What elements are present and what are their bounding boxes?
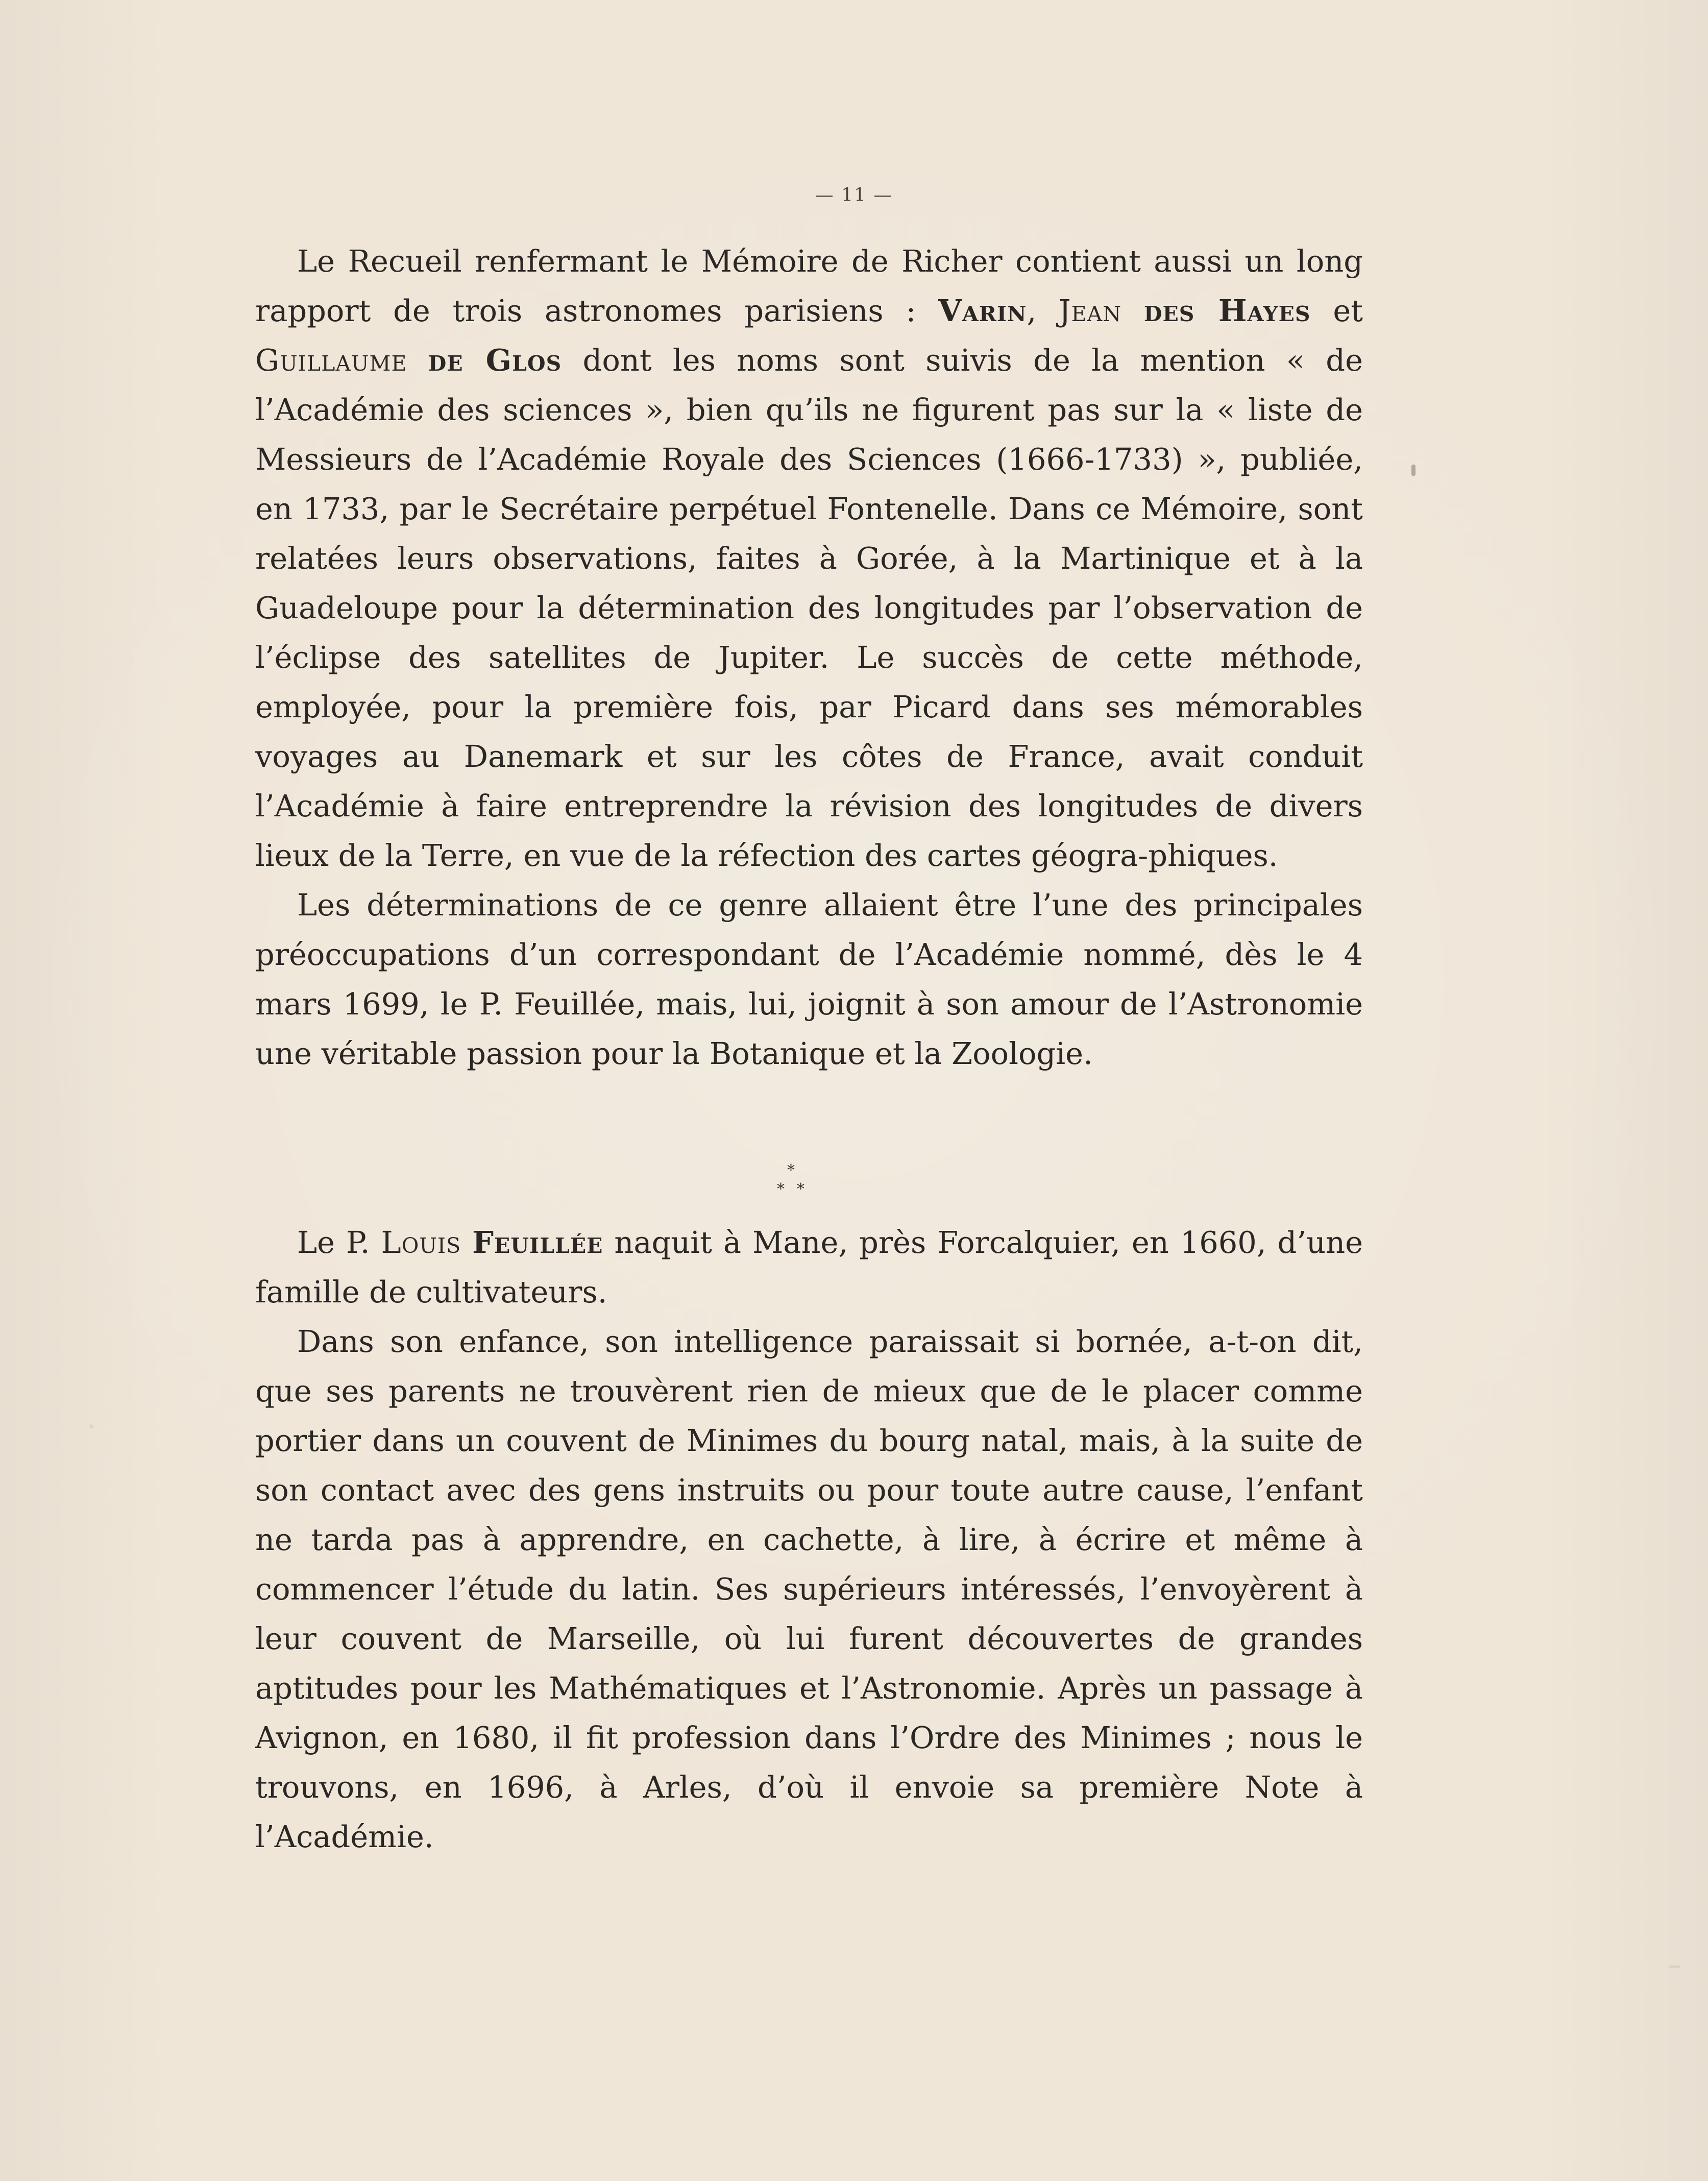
text-block-upper (255, 236, 1363, 1078)
paragraph-enfance: Dans son enfance, son intelligence paraissait si bornée, a-t-on dit, que ses parents ne trouvèrent rien de mieux que de le placer comme portier dans un couvent de Minimes du bourg natal, mais, à la suite de son contact avec des gens instruits ou pour toute autre cause, l’enfant ne tarda pas à apprendre, en cachette, à lire, à écrire et même à commencer l’étude du latin. Ses supérieurs intéressés, l’envoyèrent à leur couvent de Marseille, où lui furent découvertes de grandes aptitudes pour les Mathématiques et l’Astronomie. Après un passage à Avignon, en 1680, il fit profession dans l’Ordre des Minimes ; nous le trouvons, en 1696, à Arles, d’où il envoie sa première Note à l’Académie. (255, 1324, 1363, 1854)
paragraph-text (407, 343, 428, 378)
author-name-des-hayes: des Hayes (1143, 293, 1311, 328)
asterism-star: * (787, 1161, 795, 1179)
author-name-varin: Varin (938, 293, 1027, 328)
paragraph-text: Le P. (297, 1225, 381, 1260)
paragraph-text: dont les noms sont suivis de la mention « de l’Académie des sciences », bien qu’ils ne figurent pas sur la « liste de Messieurs de l’Académie Royale des Sciences (1666-1733) », publiée, en 1733, par le Secrétaire perpétuel Fontenelle. Dans ce Mémoire, sont relatées leurs observations, faites à Gorée, à la Martinique et à la Guadeloupe pour la détermination des longitudes par l’observation de l’éclipse des satellites de Jupiter. Le succès de cette méthode, employée, pour la première fois, par Picard dans ses mémorables voyages au Danemark et sur les côtes de France, avait conduit l’Académie à faire entreprendre la révision des longitudes de divers lieux de la Terre, en vue de la réfection des cartes géogra-phiques. (255, 343, 1363, 873)
paragraph-text (461, 1225, 472, 1260)
person-name-louis: Louis (381, 1225, 461, 1260)
paragraph-recueil (255, 236, 1363, 880)
author-name-jean: Jean (1059, 293, 1122, 328)
paragraph-text (1121, 293, 1144, 328)
asterism-star: * (777, 1180, 785, 1198)
paragraph-text: , (1027, 293, 1059, 328)
text-block-lower (255, 1218, 1363, 1861)
paragraph-text: Le Recueil renfermant le Mémoire de Richer contient aussi un long rapport de trois astronomes parisiens : (255, 244, 1363, 328)
asterism-star: * (797, 1180, 804, 1198)
section-separator-asterism (0, 1154, 1708, 1215)
paragraph-text: et (1310, 293, 1363, 328)
paragraph-determinations: Les déterminations de ce genre allaient être l’une des principales préoccupations d’un correspondant de l’Académie nommé, dès le 4 mars 1699, le P. Feuillée, mais, lui, joignit à son amour de l’Astronomie une véritable passion pour la Botanique et la Zoologie. (255, 887, 1363, 1071)
paragraph-text: naquit à Mane, près Forcalquier, en 1660, d’une famille de cultivateurs. (255, 1225, 1363, 1310)
paragraph-feuillee (255, 1218, 1363, 1317)
paper-speck (89, 1424, 93, 1428)
person-name-feuillee: Feuillée (472, 1225, 603, 1260)
author-name-guillaume: Guillaume (255, 343, 407, 378)
page-number: — 11 — (815, 185, 893, 206)
margin-ink-mark (1411, 465, 1416, 476)
author-name-de-glos: de Glos (428, 343, 562, 378)
paper-stain (1669, 1966, 1680, 1968)
